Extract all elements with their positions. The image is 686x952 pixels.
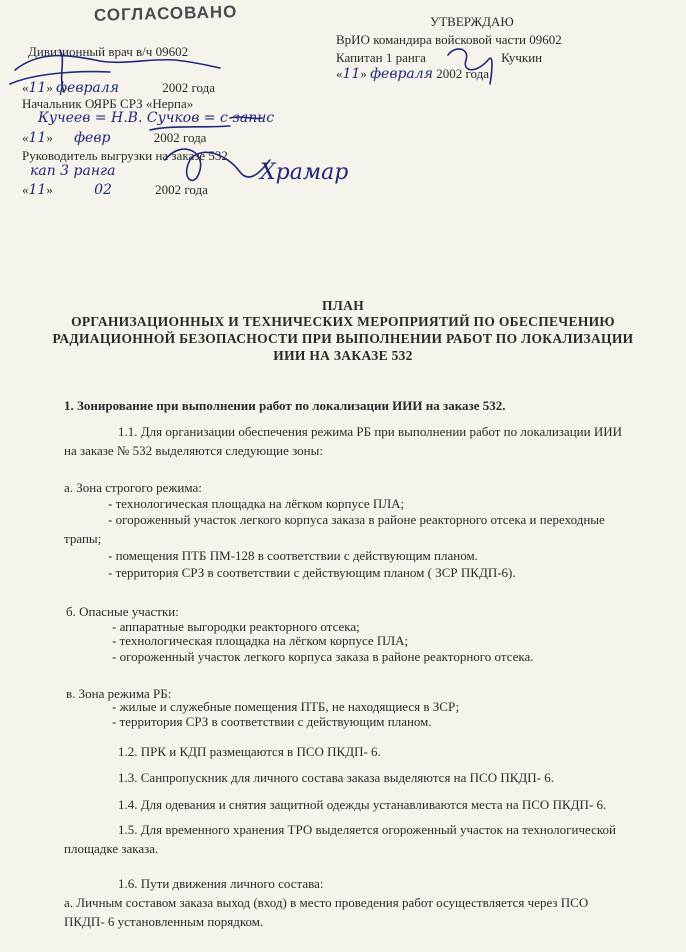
left-line1: Дивизионный врач в/ч 09602 (28, 44, 189, 59)
zone-c-2: - территория СРЗ в соответствии с действующим планом. (112, 714, 432, 729)
agreed-stamp: СОГЛАСОВАНО (93, 2, 238, 25)
p15a: 1.5. Для временного хранения ТРО выделяется огороженный участок на технологической (118, 822, 616, 837)
signer: Кучкин (501, 50, 543, 65)
p16a-line1: а. Личным составом заказа выход (вход) в место проведения работ осуществляется через ПСО (64, 895, 589, 910)
left-name3b: Храмар (260, 160, 349, 185)
plan-title-l4: ИИИ НА ЗАКАЗЕ 532 (273, 348, 413, 363)
date1-day: 11 (28, 80, 47, 96)
p16a-line2: ПКДП- 6 установленным порядком. (64, 914, 264, 929)
zone-a-2b: трапы; (64, 531, 102, 546)
rank: Капитан 1 ранга (336, 50, 426, 65)
p12: 1.2. ПРК и КДП размещаются в ПСО ПКДП- 6. (118, 744, 381, 759)
plan-title-l2: ОРГАНИЗАЦИОННЫХ И ТЕХНИЧЕСКИХ МЕРОПРИЯТИЙ ПО ОБЕСПЕЧЕНИЮ (71, 314, 615, 329)
plan-title-l3: РАДИАЦИОННОЙ БЕЗОПАСНОСТИ ПРИ ВЫПОЛНЕНИИ РАБОТ ПО ЛОКАЛИЗАЦИИ (52, 331, 634, 346)
date3-year: 2002 года (155, 182, 208, 197)
zone-b-heading: б. Опасные участки: (66, 604, 179, 619)
p15b: площадке заказа. (64, 841, 159, 856)
quote: « (22, 80, 29, 95)
zone-a-1: - технологическая площадка на лёгком корпусе ПЛА; (108, 496, 405, 511)
left-line3: Руководитель выгрузки на заказе 532 (22, 148, 228, 163)
date2-month: февр (74, 130, 111, 146)
zone-c-1: - жилые и служебные помещения ПТБ, не находящиеся в ЗСР; (112, 699, 460, 714)
right-date-month: февраля (370, 66, 433, 82)
section-heading: 1. Зонирование при выполнении работ по локализации ИИИ на заказе 532. (64, 398, 506, 413)
p16: 1.6. Пути движения личного состава: (118, 876, 324, 891)
zone-a-2a: - огороженный участок легкого корпуса заказа в районе реакторного отсека и переходные (108, 512, 605, 527)
date3-month: 02 (94, 182, 112, 198)
right-date-day: 11 (342, 66, 361, 82)
right-line2 (336, 50, 542, 66)
left-date3: «11» 02 2002 года (22, 182, 208, 198)
date2-day: 11 (28, 130, 47, 146)
p11a: 1.1. Для организации обеспечения режима РБ при выполнении работ по локализации ИИИ (118, 424, 622, 439)
zone-c-heading: в. Зона режима РБ: (66, 686, 172, 701)
right-line1: ВрИО командира войсковой части 09602 (336, 32, 562, 47)
date1-year: 2002 года (162, 80, 215, 95)
right-date: «11» февраля 2002 года (336, 66, 489, 82)
p11b: на заказе № 532 выделяются следующие зоны: (64, 443, 323, 458)
right-date-year: 2002 года (436, 66, 489, 81)
date3-day: 11 (28, 182, 47, 198)
left-name2: Кучеев = Н.В. Сучков = с запис (38, 110, 275, 126)
zone-b-1: - аппаратные выгородки реакторного отсека; (112, 619, 360, 634)
left-date2: «11» февр 2002 года (22, 130, 207, 146)
zone-b-3: - огороженный участок легкого корпуса заказа в районе реакторного отсека. (112, 649, 534, 664)
zone-b-2: - технологическая площадка на лёгком корпусе ПЛА; (112, 633, 409, 648)
zone-a-3: - помещения ПТБ ПМ-128 в соответствии с действующим планом. (108, 548, 478, 563)
left-name3: кап 3 ранга (30, 163, 116, 179)
p13: 1.3. Санпропускник для личного состава заказа выделяются на ПСО ПКДП- 6. (118, 770, 554, 785)
zone-a-heading: а. Зона строгого режима: (64, 480, 202, 495)
date1-month: февраля (56, 80, 119, 96)
date2-year: 2002 года (153, 130, 207, 145)
left-date1: «11» февраля 2002 года (22, 80, 215, 96)
approve-heading: УТВЕРЖДАЮ (430, 14, 514, 29)
plan-title: ПЛАН (321, 298, 364, 313)
left-line2: Начальник ОЯРБ СРЗ «Нерпа» (22, 96, 194, 111)
zone-a-4: - территория СРЗ в соответствии с действующим планом ( ЗСР ПКДП-6). (108, 565, 516, 580)
p14: 1.4. Для одевания и снятия защитной одежды устанавливаются места на ПСО ПКДП- 6. (118, 797, 607, 812)
